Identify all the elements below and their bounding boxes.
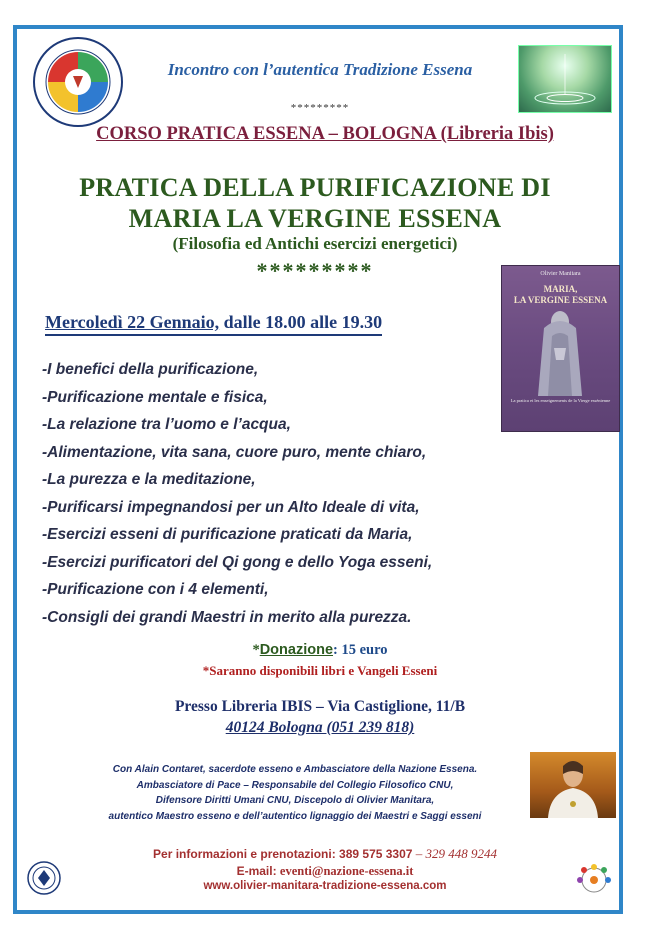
contact-phone-1: Per informazioni e prenotazioni: 389 575 3307: [153, 847, 413, 861]
list-item: -I benefici della purificazione,: [42, 361, 259, 378]
venue-address: [100, 696, 540, 738]
venue-line-2: 40124 Bologna (051 239 818): [225, 719, 415, 736]
water-drop-icon: [519, 46, 611, 112]
list-item: -Purificazione mentale e fisica,: [42, 388, 268, 406]
list-item: -Esercizi esseni di purificazione praticati da Maria,: [42, 526, 413, 543]
bio-line: Ambasciatore di Pace – Responsabile del Collegio Filosofico CNU,: [136, 779, 454, 791]
main-title-line-1: PRATICA DELLA PURIFICAZIONE DI: [79, 173, 551, 202]
list-item: -Esercizi purificatori del Qi gong e dello Yoga esseni,: [42, 553, 433, 571]
main-title-line-2: MARIA LA VERGINE ESSENA: [128, 204, 502, 233]
contact-email: [90, 864, 560, 879]
subtitle: (Filosofia ed Antichi esercizi energetici): [172, 234, 458, 253]
book-author: Olivier Manitara: [540, 271, 581, 277]
main-title: [30, 172, 600, 234]
email-label: E-mail:: [236, 864, 280, 878]
topics-list: [42, 356, 432, 631]
venue-line-1: Presso Libreria IBIS – Via Castiglione, 11/B: [174, 698, 466, 715]
book-title: [502, 284, 619, 306]
bio-line: autentico Maestro esseno e dell’autentico lignaggio dei Maestri e Saggi esseni: [108, 810, 482, 822]
bio-line: Con Alain Contaret, sacerdote esseno e Ambasciatore della Nazione Essena.: [112, 764, 478, 775]
books-note: *Saranno disponibili libri e Vangeli Esseni: [202, 663, 438, 678]
donation: [150, 642, 490, 659]
event-day: Mercoledì 22 Gennaio,: [45, 312, 220, 332]
book-subtitle: La pratica et les enseignements de la Vierge essénienne: [510, 398, 611, 403]
list-item: -Purificazione con i 4 elementi,: [42, 581, 269, 598]
event-date: [45, 312, 382, 336]
cnu-seal-icon: [26, 858, 62, 898]
book-title-line-2: LA VERGINE ESSENA: [513, 295, 608, 305]
course-heading: CORSO PRATICA ESSENA – BOLOGNA (Libreria Ibis): [96, 124, 554, 144]
phone-separator: –: [412, 846, 426, 861]
contact-info: [90, 846, 560, 862]
speaker-photo: [530, 752, 616, 818]
list-item: -La purezza e la meditazione,: [42, 471, 256, 488]
bio-line: Difensore Diritti Umani CNU, Discepolo di Olivier Manitara,: [155, 795, 435, 806]
nazione-essena-logo: [28, 36, 128, 128]
virgin-mary-figure-icon: [522, 308, 599, 396]
speaker-bio: [60, 762, 530, 824]
list-item: -Consigli dei grandi Maestri in merito alla purezza.: [42, 608, 412, 626]
book-title-line-1: MARIA,: [543, 284, 578, 294]
separator: *********: [290, 102, 350, 114]
donation-amount: : 15 euro: [333, 642, 388, 658]
list-item: -La relazione tra l’uomo e l’acqua,: [42, 416, 291, 433]
donation-star: *: [252, 642, 260, 658]
speaker-portrait-icon: [530, 752, 616, 818]
website-link[interactable]: www.olivier-manitara-tradizione-essena.com: [203, 880, 447, 892]
event-time: dalle 18.00 alle 19.30: [223, 312, 383, 332]
water-photo: [518, 45, 612, 113]
list-item: -Alimentazione, vita sana, cuore puro, mente chiaro,: [42, 443, 427, 461]
title-stars: *********: [256, 258, 374, 283]
donation-label: Donazione: [259, 642, 334, 658]
contact-phone-2: 329 448 9244: [425, 846, 497, 861]
people-emblem-icon: [572, 862, 616, 894]
book-cover: [501, 265, 620, 432]
tagline: Incontro con l’autentica Tradizione Essena: [167, 60, 473, 79]
email-address[interactable]: eventi@nazione-essena.it: [279, 864, 414, 878]
list-item: -Purificarsi impegnandosi per un Alto Ideale di vita,: [42, 498, 420, 516]
